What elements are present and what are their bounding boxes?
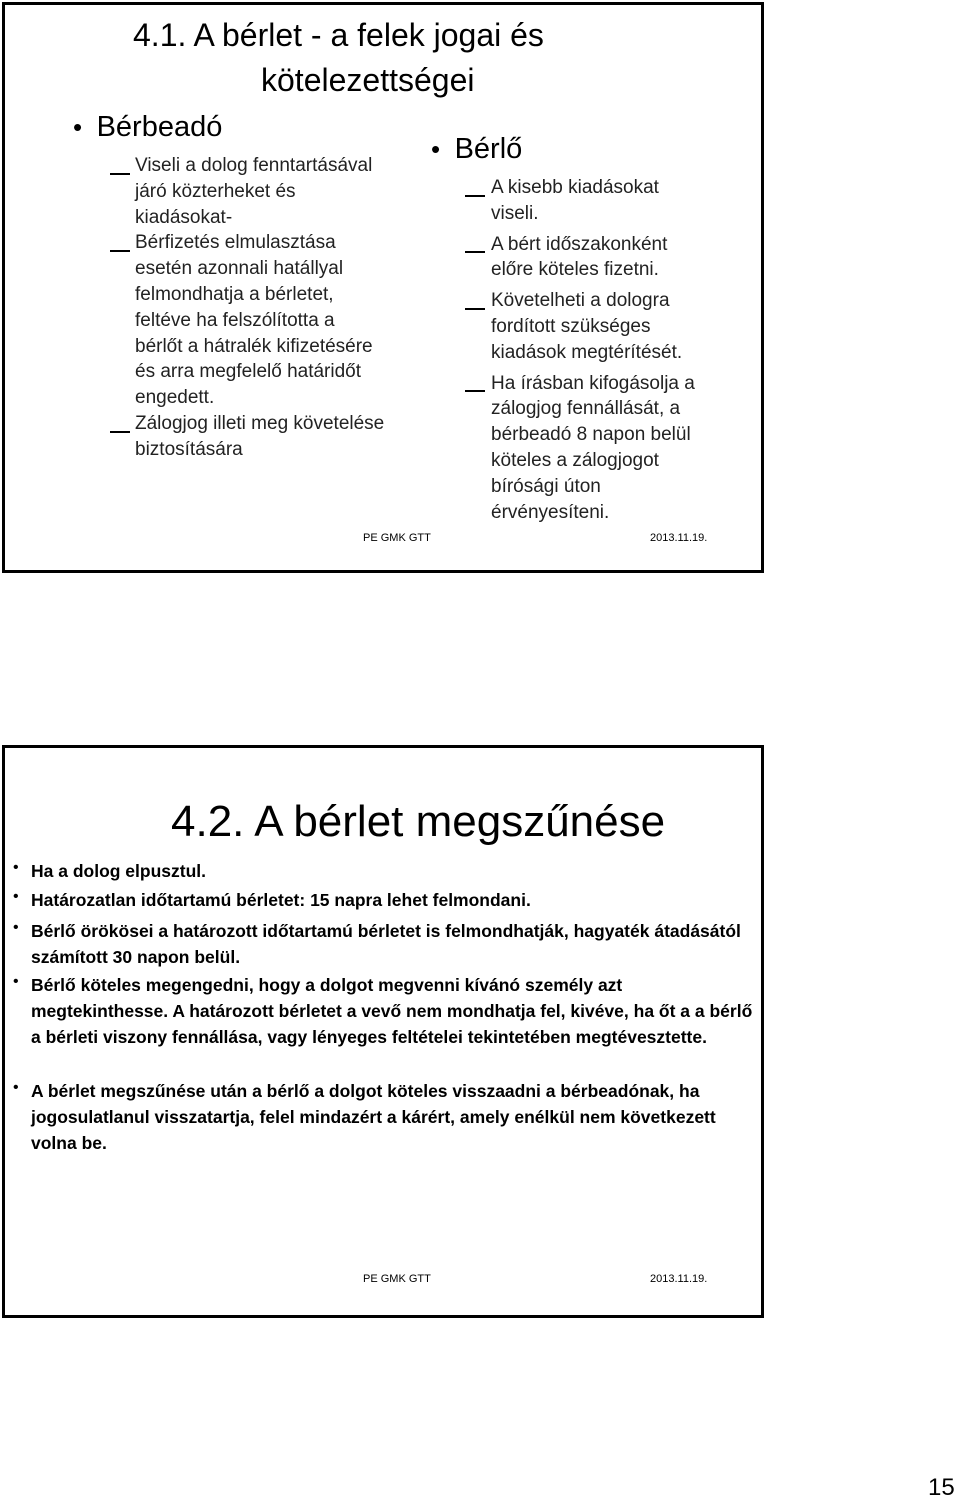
footer-left: PE GMK GTT	[363, 532, 431, 544]
dash-marker	[110, 423, 130, 441]
bullet-dot: •	[13, 1079, 19, 1096]
berlo-heading: Bérlő	[454, 133, 523, 165]
list-item-line: kiadásokat-	[135, 206, 233, 228]
list-item-line: Követelheti a dologra	[491, 290, 670, 312]
bullet-dot: •	[13, 973, 19, 990]
bullet-dot: •	[431, 134, 441, 164]
dash-marker	[465, 244, 485, 262]
bullet-text: Ha a dolog elpusztul.	[31, 861, 207, 881]
slide-title-line1: 4.1. A bérlet - a felek jogai és	[133, 17, 544, 53]
list-item-line: Bérfizetés elmulasztása	[135, 232, 336, 254]
list-item-line: biztosítására	[135, 438, 243, 460]
list-item-line: esetén azonnali hatállyal	[135, 258, 344, 280]
page-number: 15	[928, 1474, 955, 1501]
list-item-line: engedett.	[135, 387, 215, 409]
bullet-dot: •	[13, 919, 19, 936]
dash-marker	[465, 383, 485, 401]
bullet-text: A bérlet megszűnése után a bérlő a dolgot köteles visszaadni a bérbeadónak, ha jogosulatlanul visszatartja, felel mindazért a kárért, amely enélkül nem következett volna be.	[31, 1081, 716, 1153]
bullet-text: Határozatlan időtartamú bérletet: 15 napra lehet felmondani.	[31, 890, 531, 910]
list-item-line: fordított szükséges	[491, 316, 651, 337]
list-item-line: és arra megfelelő határidőt	[135, 361, 362, 383]
list-item-line: A kisebb kiadásokat	[491, 177, 659, 198]
list-item-line: felmondhatja a bérletet,	[135, 284, 334, 305]
list-item-line: feltéve ha felszólította a	[135, 309, 335, 331]
dash-marker	[465, 187, 485, 205]
list-item-line: bérbeadó 8 napon belül	[491, 424, 691, 446]
footer-date: 2013.11.19.	[650, 1273, 708, 1285]
list-item-line: zálogjog fennállását, a	[491, 398, 681, 420]
list-item-line: bérlőt a hátralék kifizetésére	[135, 335, 373, 357]
list-item-line: előre köteles fizetni.	[491, 259, 659, 281]
list-item-line: érvényesíteni.	[491, 501, 610, 523]
bullet-text: Bérlő köteles megengedni, hogy a dolgot megvenni kívánó személy azt megtekinthesse. A határozott bérletet a vevő nem mondhatja fel, kivéve, ha őt a a bérlő a bérleti viszony fennállása, vagy lényeges feltételei tekintetében megtévesztette.	[31, 975, 753, 1047]
list-item-line: kiadások megtérítését.	[491, 341, 683, 363]
bullet-text: Bérlő örökösei a határozott időtartamú bérletet is felmondhatják, hagyaték átadásától számított 30 napon belül.	[31, 921, 741, 967]
list-item-line: Viseli a dolog fenntartásával	[135, 155, 373, 176]
bullet-dot: •	[73, 112, 83, 142]
list-item-line: Ha írásban kifogásolja a	[491, 372, 695, 394]
list-item-line: viseli.	[491, 202, 539, 224]
list-item-line: járó közterheket és	[135, 180, 296, 202]
bearbeado-heading: Bérbeadó	[96, 111, 223, 143]
slide-2	[2, 745, 764, 1318]
bullet-dot: •	[13, 888, 19, 905]
slide-title: 4.2. A bérlet megszűnése	[171, 797, 666, 846]
left-heading	[73, 111, 222, 143]
list-item-line: Zálogjog illeti meg követelése	[135, 413, 385, 434]
dash-marker	[110, 165, 130, 183]
list-item-line: köteles a zálogjogot	[491, 450, 659, 471]
dash-marker	[110, 242, 130, 260]
dash-marker	[465, 300, 485, 318]
slide-title-line2: kötelezettségei	[261, 62, 475, 98]
list-item-line: A bért időszakonként	[491, 233, 668, 255]
footer-date: 2013.11.19.	[650, 532, 708, 544]
slide-1	[2, 2, 764, 573]
footer-left: PE GMK GTT	[363, 1273, 431, 1285]
list-item-line: bírósági úton	[491, 475, 601, 497]
bullet-dot: •	[13, 859, 19, 876]
right-heading	[431, 133, 522, 165]
